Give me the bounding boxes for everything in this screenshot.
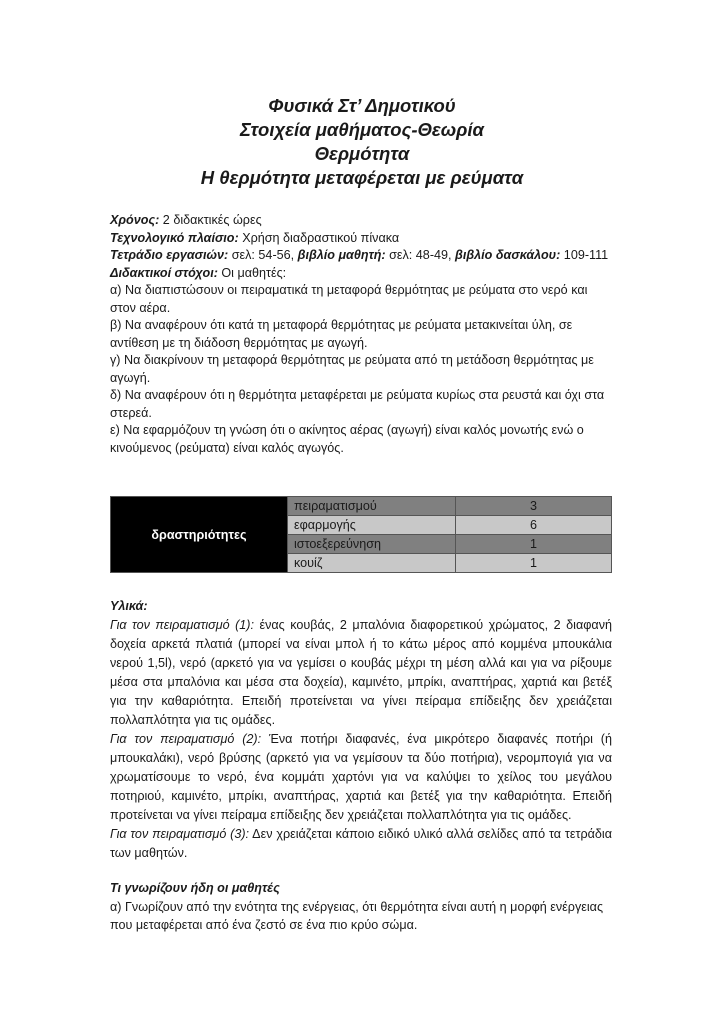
tech-value: Χρήση διαδραστικού πίνακα xyxy=(238,230,400,245)
activity-row xyxy=(111,497,612,516)
experiment-3-text: Δεν χρειάζεται κάποιο ειδικό υλικό αλλά σελίδες από τα τετράδια των μαθητών. xyxy=(110,827,613,860)
goal-item: ε) Να εφαρμόζουν τη γνώση ότι ο ακίνητος αέρας (αγωγή) είναι καλός μονωτής ενώ ο κινούμενος (ρεύματα) είναι καλός αγωγός. xyxy=(110,423,584,455)
activity-name: εφαρμογής xyxy=(288,516,456,535)
title-section: Στοιχεία μαθήματος-Θεωρία xyxy=(239,119,484,140)
goal-item: δ) Να αναφέρουν ότι η θερμότητα μεταφέρεται με ρεύματα κυρίως στα ρευστά και όχι στα στερεά. xyxy=(110,388,605,420)
tech-label: Τεχνολογικό πλαίσιο: xyxy=(110,230,239,245)
title-topic: Θερμότητα xyxy=(314,143,410,164)
student-book-label: βιβλίο μαθητή: xyxy=(297,248,386,262)
books-line xyxy=(110,247,612,265)
experiment-1-label: Για τον πειραματισμό (1): xyxy=(110,618,254,632)
activities-header: δραστηριότητες xyxy=(111,497,288,573)
experiment-2-text: Ένα ποτήρι διαφανές, ένα μικρότερο διαφανές ποτήρι (ή μπουκαλάκι), νερό βρύσης (αρκετό για να γεμίσουν τα δύο ποτήρια), νερομπογιά για να χρωματίσουμε το νερό, ένα κομμάτι χαρτόνι για να καλύψει το χείλος του μεγάλου ποτηριού, καμινέτο, μπρίκι, αναπτήρας, χαρτιά και βετέξ για την καθαριότητα. Επειδή προτείνεται να γίνει πείραμα επίδειξης δεν χρειάζεται πολλαπλότητα για τις ομάδες. xyxy=(110,732,612,822)
time-value: 2 διδακτικές ώρες xyxy=(159,213,262,227)
goal-item: α) Να διαπιστώσουν οι πειραματικά τη μεταφορά θερμότητας με ρεύματα στο νερό και στον αέρα. xyxy=(110,283,588,315)
prior-knowledge-section xyxy=(110,879,612,935)
student-book-value: σελ: 48-49, xyxy=(385,248,456,262)
prior-knowledge-heading: Τι γνωρίζουν ήδη οι μαθητές xyxy=(110,881,280,895)
time-label: Χρόνος: xyxy=(110,213,160,227)
workbook-value: σελ: 54-56, xyxy=(228,248,298,262)
materials-experiment-1 xyxy=(110,616,612,730)
activity-name: πειραματισμού xyxy=(288,497,456,516)
materials-heading: Υλικά: xyxy=(110,599,148,613)
materials-section xyxy=(110,597,612,863)
materials-experiment-2 xyxy=(110,730,612,825)
goals-value: Οι μαθητές: xyxy=(217,265,287,280)
goal-item: β) Να αναφέρουν ότι κατά τη μεταφορά θερμότητας με ρεύματα μετακινείται ύλη, σε αντίθεση με τη διάδοση θερμότητας με αγωγή. xyxy=(110,318,573,350)
workbook-label: Τετράδιο εργασιών: xyxy=(110,248,229,262)
activity-name: ιστοεξερεύνηση xyxy=(288,535,456,554)
experiment-3-label: Για τον πειραματισμό (3): xyxy=(110,827,250,841)
goal-item: γ) Να διακρίνουν τη μεταφορά θερμότητας με ρεύματα από τη μετάδοση θερμότητας με αγωγή. xyxy=(110,353,594,385)
activity-count: 3 xyxy=(456,497,612,516)
activity-name: κουίζ xyxy=(288,554,456,573)
experiment-1-text: ένας κουβάς, 2 μπαλόνια διαφορετικού χρώματος, 2 διαφανή δοχεία αρκετά πλατιά (μπορεί να είναι μπολ ή το κάτω μέρος από κομμένα μπουκάλια νερού 1,5l), νερό (αρκετό για να γεμίσει ο κουβάς μέχρι τη μέση αλλά και για να ρίξουμε μέσα στα μπαλόνια και μέσα στα δοχεία), καμινέτο, μπρίκι, αναπτήρας, χαρτιά και βετέξ για την καθαριότητα. Επειδή προτείνεται να γίνει πείραμα επίδειξης δεν χρειάζεται πολλαπλότητα για τις ομάδες. xyxy=(110,618,612,727)
tech-line xyxy=(110,230,612,248)
teacher-book-label: βιβλίο δασκάλου: xyxy=(455,248,561,262)
activity-count: 1 xyxy=(456,535,612,554)
title-course: Φυσικά Στ’ Δημοτικού xyxy=(268,95,456,116)
activities-table xyxy=(110,496,612,573)
time-line xyxy=(110,212,612,230)
activity-count: 6 xyxy=(456,516,612,535)
experiment-2-label: Για τον πειραματισμό (2): xyxy=(110,732,262,746)
materials-experiment-3 xyxy=(110,825,612,863)
activity-count: 1 xyxy=(456,554,612,573)
teacher-book-value: 109-111 xyxy=(560,248,609,262)
document-title-block xyxy=(0,94,724,190)
goals-line xyxy=(110,265,612,283)
prior-knowledge-item: α) Γνωρίζουν από την ενότητα της ενέργειας, ότι θερμότητα είναι αυτή η μορφή ενέργειας που μεταφέρεται από ένα ζεστό σε ένα πιο κρύο σώμα. xyxy=(110,899,604,932)
title-lesson: Η θερμότητα μεταφέρεται με ρεύματα xyxy=(200,167,524,188)
lesson-info xyxy=(110,212,612,457)
goals-label: Διδακτικοί στόχοι: xyxy=(110,265,218,280)
